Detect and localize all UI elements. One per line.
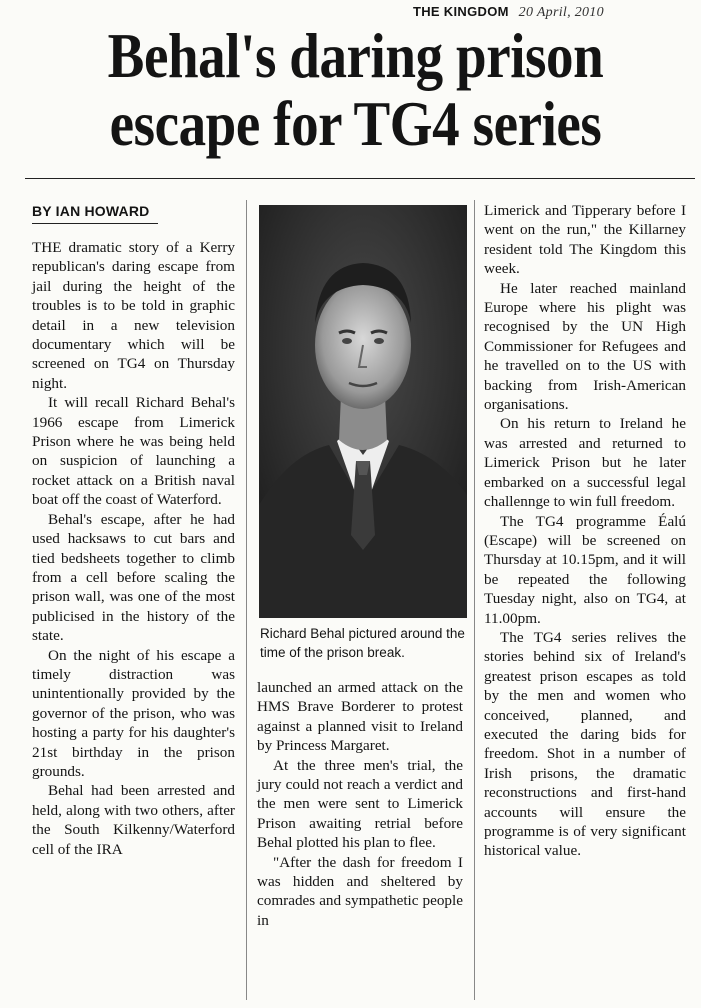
photo-caption: Richard Behal pictured around the time of the prison break. bbox=[260, 626, 465, 660]
paragraph: Behal had been arrested and held, along with two others, after the South Kilkenny/Waterford cell of the IRA bbox=[32, 782, 235, 858]
portrait-image bbox=[259, 205, 467, 618]
masthead bbox=[413, 4, 604, 21]
column-divider bbox=[474, 200, 475, 1000]
newspaper-name: THE KINGDOM bbox=[413, 4, 509, 19]
paragraph: On the night of his escape a timely distraction was unintentionally provided by the governor of the prison, who was hosting a party for his daughter's 21st birthday in the prison grounds. bbox=[32, 646, 235, 780]
column-divider bbox=[246, 200, 247, 1000]
paragraph: On his return to Ireland he was arrested and returned to Limerick Prison but he later embarked on a successful legal challennge to win full freedom. bbox=[484, 415, 686, 511]
paragraph: At the three men's trial, the jury could not reach a verdict and the men were sent to Limerick Prison awaiting retrial before Behal plotted his plan to flee. bbox=[257, 756, 463, 852]
paragraph: THE dramatic story of a Kerry republican's daring escape from jail during the height of the troubles is to be told in graphic detail in a new television documentary which will be screened on TG4 on Thursday night. bbox=[32, 239, 235, 392]
byline-rule bbox=[32, 223, 158, 224]
paragraph: The TG4 series relives the stories behind six of Ireland's greatest prison escapes as told by the men and women who conceived, planned, and executed the daring bids for freedom. Shot in a number of Irish prisons, the dramatic reconstructions and first-hand accounts will ensure the programme is of very significant historical value. bbox=[484, 628, 686, 860]
paragraph: Limerick and Tipperary before I went on the run," the Killarney resident told The Kingdom this week. bbox=[484, 202, 686, 278]
paragraph: launched an armed attack on the HMS Brave Borderer to protest against a planned visit to Ireland by Princess Margaret. bbox=[257, 679, 463, 755]
paragraph: "After the dash for freedom I was hidden and sheltered by comrades and sympathetic people in bbox=[257, 853, 463, 929]
article-column-3 bbox=[484, 201, 686, 861]
clipping-date: 20 April, 2010 bbox=[518, 5, 604, 20]
article-column-1 bbox=[32, 238, 235, 859]
byline: BY IAN HOWARD bbox=[32, 203, 150, 219]
headline-rule bbox=[25, 178, 695, 179]
portrait-photo bbox=[259, 205, 467, 618]
paragraph: The TG4 programme Éalú (Escape) will be screened on Thursday at 10.15pm, and it will be repeated the following Tuesday night, also on TG4, at 11.00pm. bbox=[484, 512, 686, 627]
article-column-2 bbox=[257, 678, 463, 930]
paragraph: He later reached mainland Europe where his plight was recognised by the UN High Commissioner for Refugees and he travelled on to the US with backing from Irish-American organisations. bbox=[484, 279, 686, 414]
paragraph: It will recall Richard Behal's 1966 escape from Limerick Prison where he was being held on suspicion of launching a rocket attack on a British naval boat off the coast of Waterford. bbox=[32, 394, 235, 509]
headline-line-1: Behal's daring prison bbox=[107, 20, 604, 91]
headline bbox=[65, 22, 646, 158]
headline-line-2: escape for TG4 series bbox=[109, 88, 602, 159]
paragraph: Behal's escape, after he had used hacksaws to cut bars and tied bedsheets together to climb from a cell before scaling the prison wall, was one of the most publicised in the history of the state. bbox=[32, 510, 235, 645]
